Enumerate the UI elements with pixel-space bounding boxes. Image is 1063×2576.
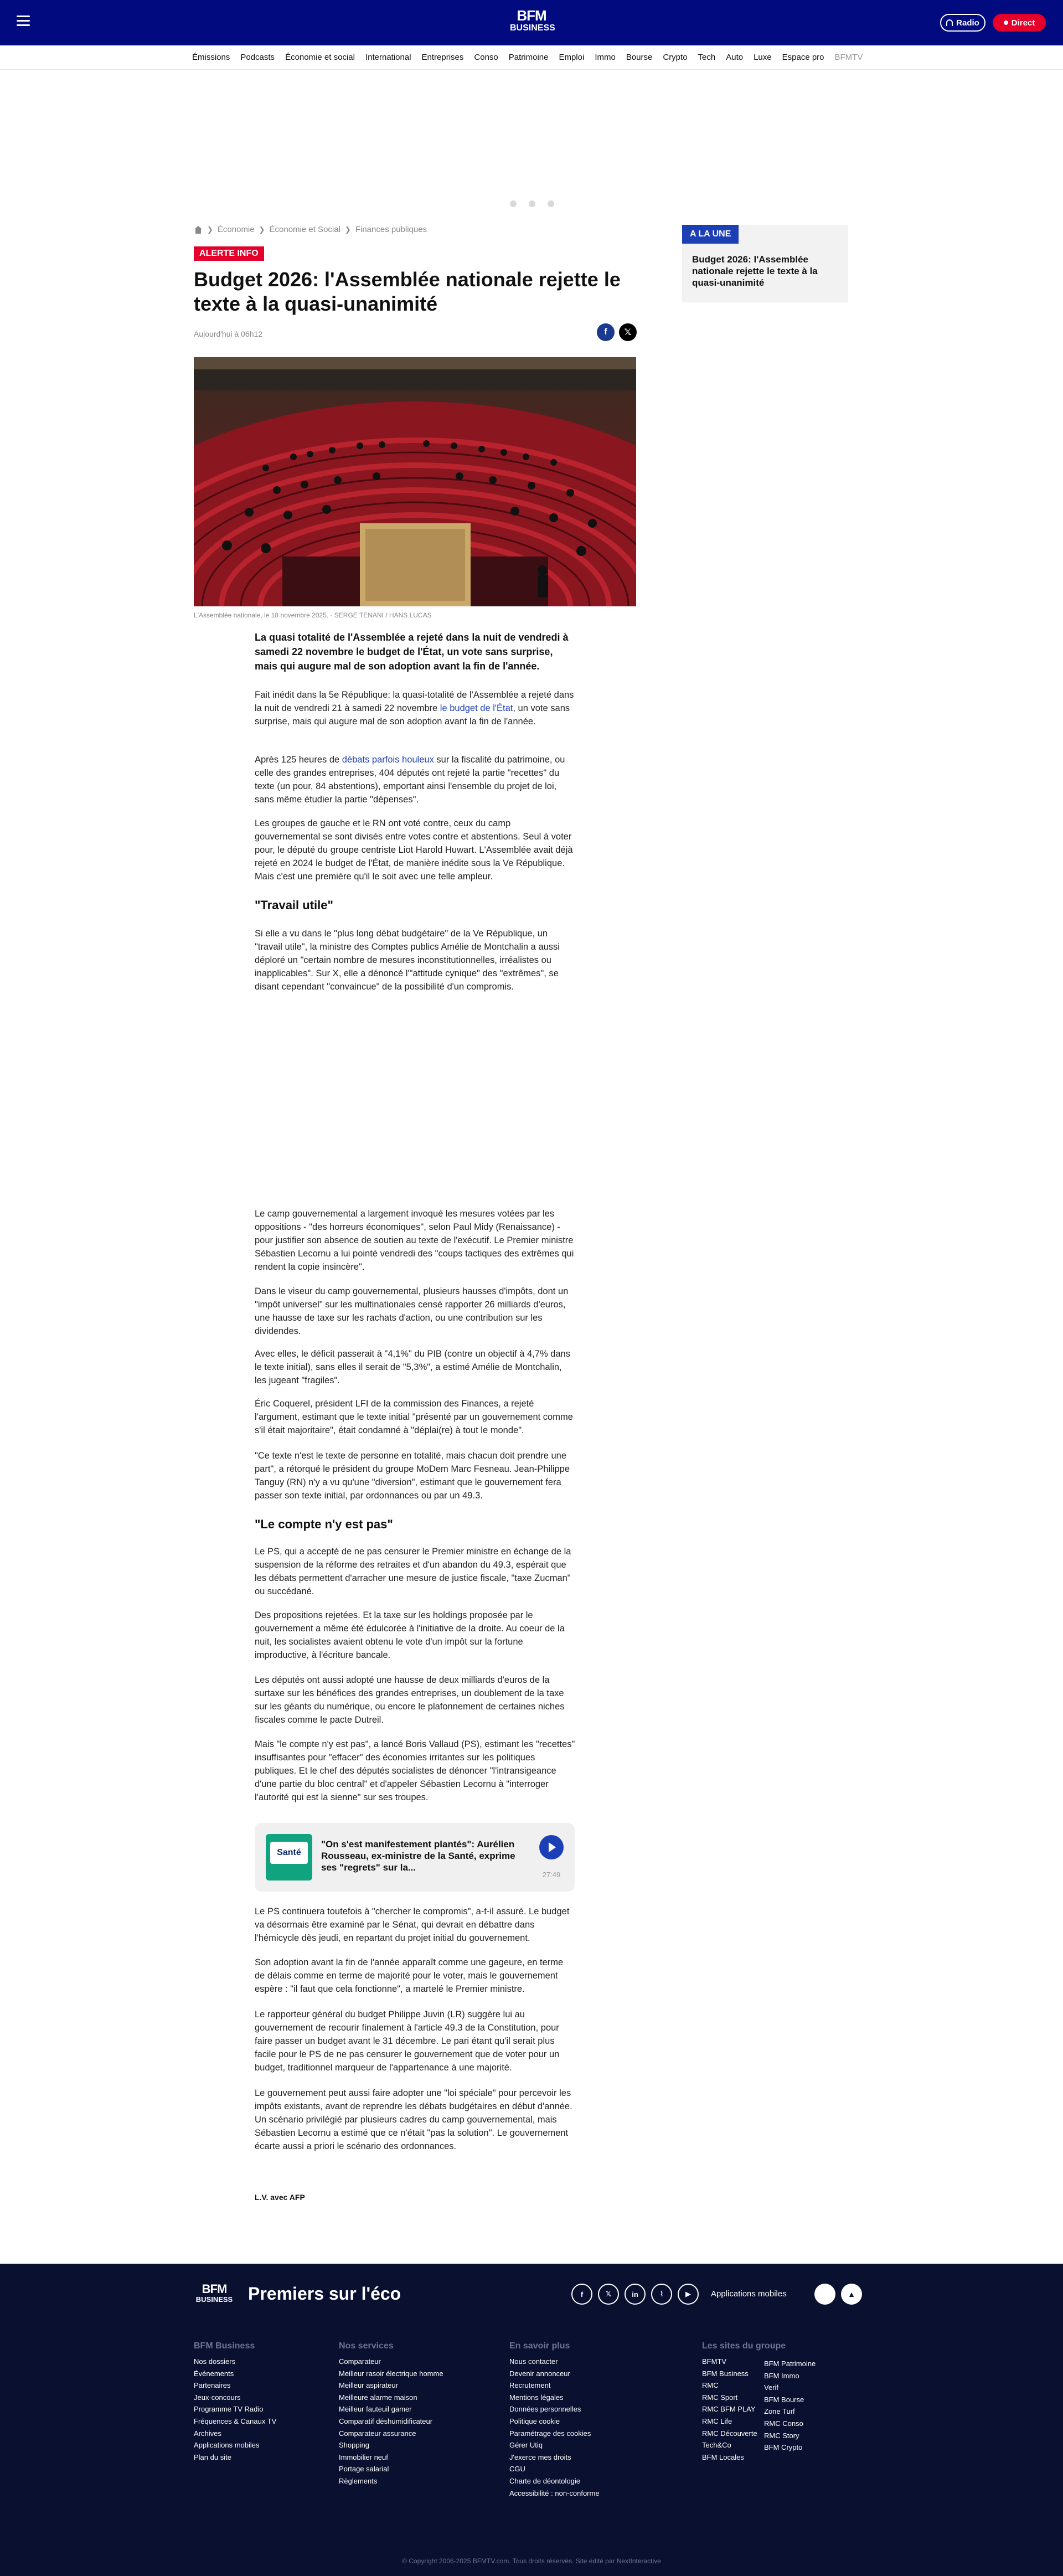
paragraph: Le camp gouvernemental a largement invoqué les mesures votées par les oppositions - "des horreurs économiques", selon Paul Midy (Renaissance) - pour justifier son absence de soutien au texte de l'exécutif. Le Premier ministre Sébastien Lecornu a lui pointé vendredi des "coups tactiques des extrêmes qui rendent la copie insincère".	[255, 1209, 574, 1272]
chevron-right-icon: ❯	[344, 225, 351, 234]
footer-link[interactable]: Recrutement	[509, 2381, 551, 2390]
breadcrumb	[194, 225, 427, 234]
article-signature: L.V. avec AFP	[255, 2193, 305, 2202]
nav-item-tech[interactable]: Tech	[698, 53, 716, 62]
debats-link[interactable]: débats parfois houleux	[342, 755, 434, 765]
footer-link[interactable]: Jeux-concours	[194, 2393, 241, 2402]
podcast-cover-label: Santé	[270, 1842, 308, 1864]
paragraph: Le rapporteur général du budget Philippe Juvin (LR) suggère lui au gouvernement de recourir finalement à l'article 49.3 de la Constitution, pour faire passer un budget avant le 31 décembre. Le pari étant qu'il serait plus facile pour le PS de ne pas censurer le gouvernement que de voter pour un budget, traditionnel marqueur de l'appartenance à une majorité.	[255, 2010, 560, 2073]
footer-link[interactable]: Accessibilité : non-conforme	[509, 2489, 600, 2497]
footer-link[interactable]: RMC	[702, 2381, 719, 2390]
footer-link[interactable]: Fréquences & Canaux TV	[194, 2417, 277, 2425]
share-buttons	[597, 323, 637, 341]
paragraph: Les groupes de gauche et le RN ont voté contre, ceux du camp gouvernemental se sont divisés entre votes contre et abstentions. Seul à voter pour, le député du groupe centriste Liot Harold Huwart. L'Assemblée avait déjà rejeté en 2024 le budget de l'État, de manière inédite sous la Ve République. Mais c'est une première qu'il le soit avec une telle ampleur.	[255, 818, 573, 882]
nav-item-economie[interactable]: Économie et social	[285, 53, 355, 62]
footer-link[interactable]: Comparatif déshumidificateur	[339, 2417, 433, 2425]
subheading: "Le compte n'y est pas"	[255, 1517, 393, 1531]
footer-col-title: BFM Business	[194, 2341, 255, 2351]
logo-line1: BFM	[517, 7, 546, 24]
apple-icon[interactable]	[814, 2284, 835, 2305]
logo-line2: BUSINESS	[510, 23, 555, 33]
a-la-une-tag: A LA UNE	[682, 225, 739, 244]
nav-item-podcasts[interactable]: Podcasts	[240, 53, 275, 62]
direct-button[interactable]	[993, 14, 1046, 32]
paragraph	[255, 753, 576, 806]
paragraph: Le gouvernement peut aussi faire adopter une "loi spéciale" pour percevoir les impôts existants, avant de reprendre les débats budgétaires en début d'année. Un scénario privilégié par plusieurs cadres du camp gouvernemental, mais Sébastien Lecornu a estimé que ce n'était "pas la solution". Le gouvernement écarte aussi a priori le scénario des ordonnances.	[255, 2088, 572, 2151]
footer-link[interactable]: Meilleur rasoir électrique homme	[339, 2369, 443, 2378]
footer-link[interactable]: BFM Business	[702, 2369, 749, 2378]
paragraph-text: Après 125 heures de	[255, 755, 342, 765]
footer-col-title: En savoir plus	[509, 2341, 570, 2351]
top-header	[0, 0, 1063, 45]
a-la-une-card[interactable]	[682, 225, 848, 302]
footer-col-en-savoir-plus	[509, 2341, 600, 2499]
youtube-icon[interactable]: ▶	[678, 2284, 699, 2305]
alert-badge: ALERTE INFO	[194, 246, 264, 261]
loading-dots-icon	[510, 200, 554, 207]
article-date: Aujourd'hui à 06h12	[194, 329, 263, 338]
breadcrumb-item[interactable]: Économie	[217, 225, 255, 234]
paragraph: Avec elles, le déficit passerait à "4,1%" du PIB (contre un objectif à 4,7% dans le texte initial), sans elles il serait de "5,3%", a estimé Amélie de Montchalin, les jugeant "fragiles".	[255, 1349, 570, 1385]
paragraph: "Ce texte n'est le texte de personne en totalité, mais chacun doit prendre une part", a rétorqué le président du groupe MoDem Marc Fesneau. Jean-Philippe Tanguy (RN) n'y a vu qu'une "diversion", estimant que le gouvernement fera passer son texte initial, par ordonnances ou par un 49.3.	[255, 1451, 570, 1501]
footer-link[interactable]: Tech&Co	[702, 2441, 731, 2450]
budget-link[interactable]: le budget de l'État	[440, 703, 513, 713]
x-icon[interactable]: 𝕏	[598, 2284, 619, 2305]
footer-link[interactable]: RMC Story	[764, 2431, 799, 2440]
paragraph	[255, 688, 576, 728]
facebook-icon[interactable]: f	[571, 2284, 592, 2305]
footer-link[interactable]: RMC Sport	[702, 2393, 738, 2402]
image-caption: L'Assemblée nationale, le 18 novembre 2025. - SERGE TENANI / HANS LUCAS	[194, 611, 432, 619]
facebook-icon[interactable]: f	[597, 323, 615, 341]
nav-item-conso[interactable]: Conso	[474, 53, 498, 62]
footer-link[interactable]: BFM Bourse	[764, 2395, 804, 2404]
footer-link[interactable]: BFM Immo	[764, 2371, 799, 2380]
footer-link[interactable]: Gérer Utiq	[509, 2441, 543, 2450]
footer-link[interactable]: Événements	[194, 2369, 234, 2378]
footer-link[interactable]: Données personnelles	[509, 2405, 581, 2414]
rss-icon[interactable]: ⌇	[651, 2284, 672, 2305]
footer-link[interactable]: Partenaires	[194, 2381, 231, 2390]
nav-item-espace-pro[interactable]: Espace pro	[782, 53, 824, 62]
footer-link[interactable]: RMC Conso	[764, 2419, 803, 2428]
hero-image	[194, 357, 636, 606]
footer-link[interactable]: Programme TV Radio	[194, 2405, 264, 2414]
paragraph-text: Fait inédit dans la 5e République: la quasi-totalité de l'Assemblée a rejeté dans la nuit de vendredi 21 à samedi 22 novembre	[255, 690, 574, 713]
footer-logo-line1: BFM	[202, 2282, 227, 2296]
footer-link[interactable]: Verif	[764, 2383, 779, 2392]
footer-link[interactable]: BFM Locales	[702, 2453, 744, 2461]
paragraph-text: , un vote sans surprise, mais qui augure mal de son adoption avant la fin de l'année.	[255, 703, 570, 727]
nav-item-emissions[interactable]: Émissions	[192, 53, 230, 62]
footer-link[interactable]: Nous contacter	[509, 2357, 558, 2366]
footer-link[interactable]: BFMTV	[702, 2357, 727, 2366]
footer-link[interactable]: BFM Crypto	[764, 2443, 803, 2452]
play-icon[interactable]	[539, 1835, 564, 1859]
footer-link[interactable]: Charte de déontologie	[509, 2476, 580, 2485]
paragraph: Mais "le compte n'y est pas", a lancé Boris Vallaud (PS), estimant les "recettes" insuffisantes pour "effacer" des économies irritantes sur les politiques publiques. Et le chef des députés socialistes de dénoncer "l'intransigeance d'une partie du bloc central" et d'appeler Sébastien Lecornu à "interroger l'autorité qui est la sienne" sur ses troupes.	[255, 1739, 575, 1802]
podcast-title[interactable]: "On s'est manifestement plantés": Aurélien Rousseau, ex-ministre de la Santé, exprime ses "regrets" sur la...	[321, 1839, 515, 1873]
paragraph-text: sur la fiscalité du patrimoine, ou celle des grandes entreprises, 404 députés ont rejeté la partie "recettes" du texte (un pour, 84 abstentions), emportant ainsi l'ensemble du projet de loi, sans même étudier la partie "dépenses".	[255, 755, 565, 805]
footer-link[interactable]: Shopping	[339, 2441, 369, 2450]
footer-col-bfm-business	[194, 2341, 276, 2463]
paragraph: Dans le viseur du camp gouvernemental, plusieurs hausses d'impôts, dont un "impôt universel" sur les multinationales censé rapporter 26 milliards d'euros, une hausse de taxe sur les rachats d'action, ou une contribution sur les dividendes.	[255, 1286, 569, 1336]
chevron-right-icon: ❯	[207, 225, 213, 234]
apps-label: Applications mobiles	[711, 2289, 787, 2299]
android-icon[interactable]: ▲	[841, 2284, 862, 2305]
footer-link[interactable]: Archives	[194, 2429, 221, 2438]
breadcrumb-item[interactable]: Finances publiques	[355, 225, 427, 234]
nav-item-patrimoine[interactable]: Patrimoine	[508, 53, 549, 62]
footer-col-title: Nos services	[339, 2341, 394, 2351]
a-la-une-title[interactable]: Budget 2026: l'Assemblée nationale rejette le texte à la quasi-unanimité	[692, 254, 818, 288]
app-store-links	[814, 2284, 862, 2305]
footer-link[interactable]: Applications mobiles	[194, 2441, 260, 2450]
copyright: © Copyright 2006-2025 BFMTV.com. Tous droits réservés. Site édité par NextInteractive	[402, 2557, 661, 2565]
footer-link[interactable]: Devenir annonceur	[509, 2369, 570, 2378]
nav-item-immo[interactable]: Immo	[595, 53, 616, 62]
footer-link[interactable]: Meilleur aspirateur	[339, 2381, 398, 2390]
article-title: Budget 2026: l'Assemblée nationale rejette le texte à la quasi-unanimité	[194, 268, 621, 315]
nav-item-emploi[interactable]: Emploi	[559, 53, 585, 62]
footer-col-sites-du-groupe-2	[764, 2358, 816, 2454]
footer-link[interactable]: Nos dossiers	[194, 2357, 236, 2366]
headphones-icon	[946, 19, 953, 26]
footer-link[interactable]: Mentions légales	[509, 2393, 564, 2402]
footer-link[interactable]: Politique cookie	[509, 2417, 560, 2425]
paragraph: Si elle a vu dans le "plus long débat budgétaire" de la Ve République, un "travail utile", la ministre des Comptes publics Amélie de Montchalin a aussi déploré un "certain nombre de mesures inconstitutionnelles, irréalistes ou inapplicables". Sur X, elle a dénoncé l'"attitude cynique" des "extrêmes", se disant cependant "convaincue" de la possibilité d'un compromis.	[255, 929, 560, 992]
footer-link[interactable]: RMC Découverte	[702, 2429, 757, 2438]
article-lead: La quasi totalité de l'Assemblée a rejeté dans la nuit de vendredi à samedi 22 novembre le budget de l'État, un vote sans surprise, mais qui augure mal de son adoption avant la fin de l'année.	[255, 632, 569, 672]
footer-link[interactable]: J'exerce mes droits	[509, 2453, 571, 2461]
main-nav	[0, 45, 1063, 70]
nav-item-crypto[interactable]: Crypto	[663, 53, 688, 62]
footer-col-title: Les sites du groupe	[702, 2341, 786, 2351]
paragraph: Le PS, qui a accepté de ne pas censurer le Premier ministre en échange de la suspension de la réforme des retraites et d'un abandon du 49.3, espérait que les débats permettent d'arracher une mesure de justice fiscale, "taxe Zucman" ou succédané.	[255, 1547, 571, 1596]
paragraph: Éric Coquerel, président LFI de la commission des Finances, a rejeté l'argument, estimant que le texte initial "présenté par un gouvernement comme s'il était majoritaire", était condamné à "déplai(re) à tout le monde".	[255, 1399, 573, 1435]
footer-link[interactable]: Meilleur fauteuil gamer	[339, 2405, 412, 2414]
footer-link[interactable]: Zone Turf	[764, 2407, 795, 2416]
chevron-right-icon: ❯	[259, 225, 265, 234]
footer-link[interactable]: Paramétrage des cookies	[509, 2429, 591, 2438]
nav-item-entreprises[interactable]: Entreprises	[421, 53, 464, 62]
direct-label: Direct	[1011, 18, 1035, 28]
nav-item-luxe[interactable]: Luxe	[754, 53, 772, 62]
nav-item-international[interactable]: International	[365, 53, 411, 62]
footer-link[interactable]: Meilleure alarme maison	[339, 2393, 417, 2402]
x-icon[interactable]: 𝕏	[619, 323, 637, 341]
ad-placeholder	[0, 70, 1063, 269]
footer-logo[interactable]	[195, 2283, 234, 2304]
footer-link[interactable]: Immobilier neuf	[339, 2453, 388, 2461]
bfm-business-logo[interactable]	[510, 8, 553, 38]
paragraph: Les députés ont aussi adopté une hausse de deux milliards d'euros de la surtaxe sur les bénéfices des grandes entreprises, un doublement de la taxe sur les géants du numérique, ou encore le plafonnement de certaines niches fiscales comme le pacte Dutreil.	[255, 1675, 565, 1725]
social-links	[571, 2284, 699, 2305]
menu-icon[interactable]	[17, 16, 30, 29]
live-dot-icon	[1004, 20, 1008, 25]
footer-link[interactable]: BFM Patrimoine	[764, 2359, 816, 2368]
nav-item-bourse[interactable]: Bourse	[626, 53, 653, 62]
paragraph: Le PS continuera toutefois à "chercher le compromis", a-t-il assuré. Le budget va désormais être examiné par le Sénat, qui devrait en débattre dans l'hémicycle dès jeudi, en repartant du projet initial du gouvernement.	[255, 1907, 570, 1943]
paragraph: Son adoption avant la fin de l'année apparaît comme une gageure, en terme de délais comme en terme de majorité pour le voter, mais le gouvernement espère : "il faut que cela fonctionne", a martelé le Premier ministre.	[255, 1957, 564, 1994]
radio-button[interactable]	[940, 14, 985, 32]
footer-link[interactable]: CGU	[509, 2465, 525, 2474]
footer-link[interactable]: RMC Life	[702, 2417, 732, 2425]
podcast-cover	[266, 1834, 312, 1881]
home-icon[interactable]	[194, 226, 203, 234]
linkedin-icon[interactable]: in	[625, 2284, 646, 2305]
footer-link[interactable]: Règlements	[339, 2476, 378, 2485]
radio-label: Radio	[956, 18, 979, 28]
footer-link[interactable]: Plan du site	[194, 2453, 231, 2461]
nav-item-bfmtv[interactable]: BFMTV	[834, 53, 863, 62]
subheading: "Travail utile"	[255, 898, 333, 912]
assemblee-photo	[194, 357, 636, 606]
footer-link[interactable]: Portage salarial	[339, 2465, 389, 2474]
footer-col-nos-services	[339, 2341, 443, 2487]
footer-slogan: Premiers sur l'éco	[248, 2284, 401, 2304]
footer-link[interactable]: Comparateur	[339, 2357, 381, 2366]
breadcrumb-item[interactable]: Économie et Social	[269, 225, 340, 234]
paragraph: Des propositions rejetées. Et la taxe sur les holdings proposée par le gouvernement a même été édulcorée à l'initiative de la droite. Au coeur de la nuit, les socialistes avaient obtenu le vote d'un impôt sur la fortune improductive, à l'écriture bancale.	[255, 1610, 565, 1660]
footer-link[interactable]: RMC BFM PLAY	[702, 2405, 756, 2414]
podcast-duration: 27:49	[542, 1871, 561, 1879]
podcast-card[interactable]	[255, 1823, 575, 1892]
nav-item-auto[interactable]: Auto	[726, 53, 744, 62]
footer-logo-line2: BUSINESS	[195, 2295, 233, 2304]
footer-link[interactable]: Comparateur assurance	[339, 2429, 416, 2438]
